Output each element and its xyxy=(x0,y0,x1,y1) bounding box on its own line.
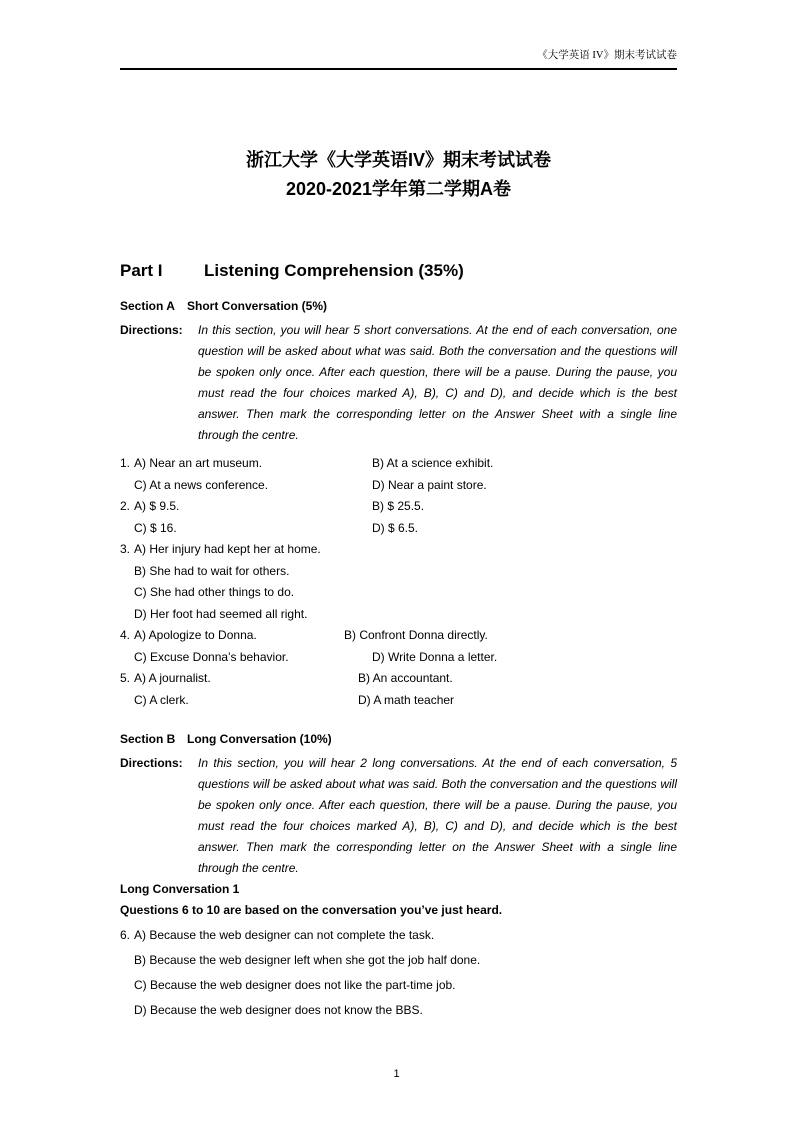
question-number-spacer xyxy=(120,604,134,626)
question-number: 6. xyxy=(120,928,131,942)
section-b-title: Long Conversation (10%) xyxy=(187,732,332,746)
option-c: C) Excuse Donna’s behavior. xyxy=(134,649,289,664)
question-row xyxy=(120,561,677,583)
option-b: B) $ 25.5. xyxy=(372,499,425,513)
question-number: 1. xyxy=(120,456,131,470)
part1-heading xyxy=(120,260,677,282)
exam-title-line2: 2020-2021学年第二学期A卷 xyxy=(285,179,512,199)
question-number-spacer xyxy=(120,475,134,497)
question-row xyxy=(120,923,677,948)
question-row xyxy=(120,453,677,475)
option-a: A) Near an art museum. xyxy=(134,456,263,470)
option-c: C) A clerk. xyxy=(134,692,189,707)
question-row xyxy=(120,475,677,497)
directions-text: In this section, you will hear 2 long conversations. At the end of each conversation, 5 questions will be asked about what was said. Both the conversation and the questions will be spoken only once. After each question, there will be a pause. During the pause, you must read the four choices marked A), B), C) and D), and decide which is the best answer. Then mark the corresponding letter on the Answer Sheet with a single line through the centre. xyxy=(198,756,677,875)
question-number-spacer xyxy=(120,973,134,998)
question-3 xyxy=(120,539,677,625)
section-b-heading xyxy=(120,731,677,747)
section-a-directions xyxy=(120,320,677,446)
option-d: D) Near a paint store. xyxy=(372,477,487,492)
question-number-spacer xyxy=(120,998,134,1023)
section-a-heading xyxy=(120,298,677,314)
option-cell xyxy=(120,518,372,540)
question-number: 5. xyxy=(120,671,131,685)
question-row xyxy=(120,604,677,626)
option-a: A) Because the web designer can not complete the task. xyxy=(134,928,435,942)
directions-text: In this section, you will hear 5 short conversations. At the end of each conversation, one question will be asked about what was said. Both the conversation and the questions will be spoken only once. After each question, there will be a pause. During the pause, you must read the four choices marked A), B), C) and D), and decide which is the best answer. Then mark the corresponding letter on the Answer Sheet with a single line through the centre. xyxy=(198,323,677,442)
question-number: 4. xyxy=(120,628,131,642)
question-row xyxy=(120,518,677,540)
question-5 xyxy=(120,668,677,711)
option-b: B) Because the web designer left when she got the job half done. xyxy=(134,953,481,967)
option-d: D) Because the web designer does not know the BBS. xyxy=(134,1003,423,1017)
question-number: 3. xyxy=(120,542,131,556)
option-c: C) She had other things to do. xyxy=(134,585,295,599)
option-cell xyxy=(120,690,358,712)
option-cell xyxy=(120,496,372,518)
exam-page xyxy=(120,0,677,1023)
option-b: B) She had to wait for others. xyxy=(134,563,290,578)
question-number: 2. xyxy=(120,499,131,513)
header-course-title: 《大学英语 IV》期末考试试卷 xyxy=(537,50,677,61)
page-header xyxy=(120,0,677,70)
long-conversation-1-heading: Long Conversation 1 xyxy=(120,882,240,896)
question-row xyxy=(120,948,677,973)
question-1 xyxy=(120,453,677,496)
option-a: A) $ 9.5. xyxy=(134,499,180,513)
question-row xyxy=(120,582,677,604)
section-a-title: Short Conversation (5%) xyxy=(187,299,328,313)
section-a-questions xyxy=(120,453,677,711)
exam-title-line1: 浙江大学《大学英语IV》期末考试试卷 xyxy=(245,150,551,170)
question-row xyxy=(120,690,677,712)
question-row xyxy=(120,998,677,1023)
option-c: C) $ 16. xyxy=(134,520,177,535)
part1-label: Part I xyxy=(120,261,163,280)
option-cell xyxy=(120,625,344,647)
option-b: B) An accountant. xyxy=(358,671,453,685)
part1-title: Listening Comprehension (35%) xyxy=(204,261,464,280)
section-b-label: Section B xyxy=(120,732,176,746)
question-2 xyxy=(120,496,677,539)
option-cell xyxy=(120,647,372,669)
option-d: D) Her foot had seemed all right. xyxy=(134,606,308,621)
section-b-questions xyxy=(120,923,677,1023)
question-number-spacer xyxy=(120,647,134,669)
option-d: D) Write Donna a letter. xyxy=(372,649,498,664)
question-row xyxy=(120,539,677,561)
option-c: C) Because the web designer does not like the part-time job. xyxy=(134,978,456,992)
question-number-spacer xyxy=(120,518,134,540)
questions-6-10-note: Questions 6 to 10 are based on the conversation you’ve just heard. xyxy=(120,903,503,917)
option-cell xyxy=(120,453,372,475)
question-row xyxy=(120,973,677,998)
option-d: D) A math teacher xyxy=(358,692,455,707)
question-row xyxy=(120,496,677,518)
option-cell xyxy=(120,475,372,497)
question-row xyxy=(120,668,677,690)
directions-label: Directions: xyxy=(120,323,183,337)
question-4 xyxy=(120,625,677,668)
question-6 xyxy=(120,923,677,1023)
option-b: B) At a science exhibit. xyxy=(372,456,494,470)
question-number-spacer xyxy=(120,582,134,604)
question-number-spacer xyxy=(120,948,134,973)
option-cell xyxy=(120,668,358,690)
option-b: B) Confront Donna directly. xyxy=(344,628,488,642)
option-d: D) $ 6.5. xyxy=(372,520,419,535)
option-a: A) A journalist. xyxy=(134,671,211,685)
question-number-spacer xyxy=(120,690,134,712)
page-number: 1 xyxy=(393,1068,400,1080)
section-a-label: Section A xyxy=(120,299,175,313)
question-row xyxy=(120,625,677,647)
directions-label: Directions: xyxy=(120,756,183,770)
option-c: C) At a news conference. xyxy=(134,477,269,492)
exam-title-block xyxy=(120,146,677,204)
question-row xyxy=(120,647,677,669)
section-b-directions xyxy=(120,753,677,879)
option-a: A) Apologize to Donna. xyxy=(134,628,257,642)
option-a: A) Her injury had kept her at home. xyxy=(134,542,321,556)
question-number-spacer xyxy=(120,561,134,583)
